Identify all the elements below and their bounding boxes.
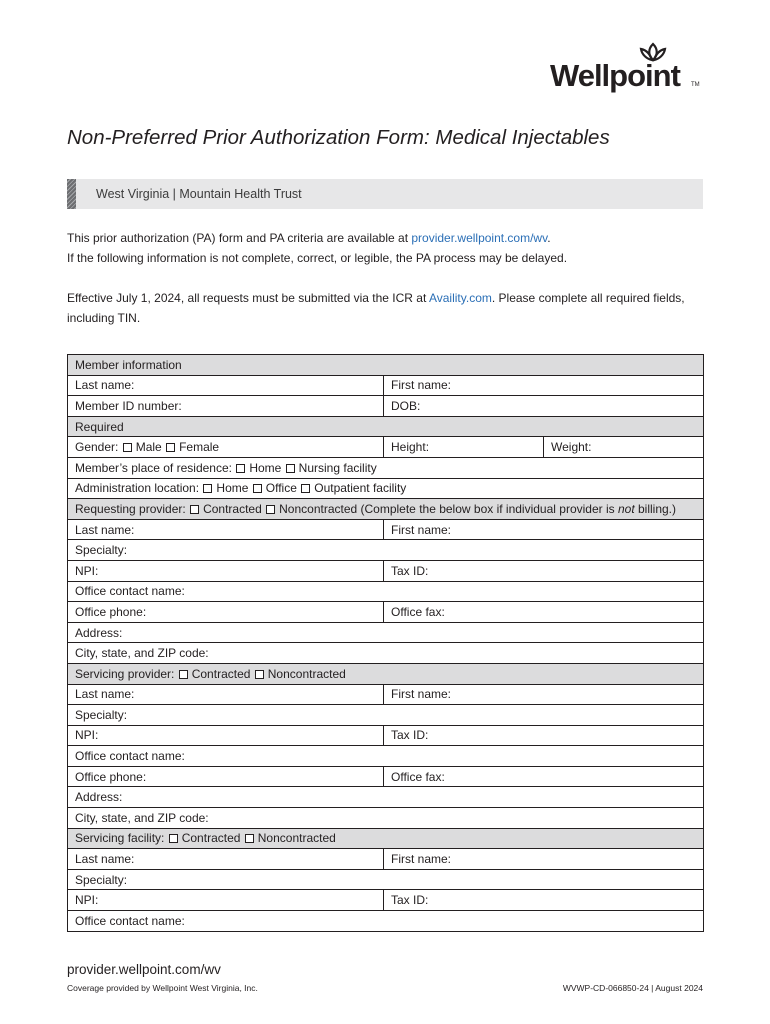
admin-office-checkbox[interactable] bbox=[253, 484, 262, 493]
member-first-name-field[interactable]: First name: bbox=[384, 375, 704, 396]
availity-link[interactable]: Availity.com bbox=[428, 291, 492, 305]
authorization-form-table bbox=[67, 354, 704, 932]
intro-line-1 bbox=[67, 231, 551, 245]
female-checkbox[interactable] bbox=[166, 443, 175, 452]
admin-label: Administration location: bbox=[75, 481, 200, 496]
servicing-provider-address-field[interactable]: Address: bbox=[68, 787, 704, 808]
servicing-facility-first-name-field[interactable]: First name: bbox=[384, 849, 704, 870]
contracted-label: Contracted bbox=[191, 666, 251, 681]
provider-link[interactable]: provider.wellpoint.com/wv bbox=[411, 231, 548, 245]
section-required: Required bbox=[68, 416, 704, 437]
requesting-note: (Complete the below box if individual provider is bbox=[357, 501, 618, 516]
servicing-provider-office-fax-field[interactable]: Office fax: bbox=[384, 766, 704, 787]
servicing-provider-office-phone-field[interactable]: Office phone: bbox=[68, 766, 384, 787]
footer-coverage: Coverage provided by Wellpoint West Virginia, Inc. bbox=[67, 983, 258, 993]
state-banner bbox=[67, 179, 703, 209]
requesting-first-name-field[interactable]: First name: bbox=[384, 519, 704, 540]
servicing-provider-contracted-checkbox[interactable] bbox=[179, 670, 188, 679]
servicing-provider-tax-id-field[interactable]: Tax ID: bbox=[384, 725, 704, 746]
trademark: TM bbox=[691, 82, 700, 88]
section-servicing-provider bbox=[68, 663, 704, 684]
member-last-name-field[interactable]: Last name: bbox=[68, 375, 384, 396]
intro-line-4: including TIN. bbox=[67, 311, 141, 325]
requesting-office-fax-field[interactable]: Office fax: bbox=[384, 602, 704, 623]
gender-field bbox=[68, 437, 384, 458]
intro-line-3 bbox=[67, 291, 685, 305]
banner-text: West Virginia | Mountain Health Trust bbox=[96, 187, 302, 201]
section-requesting-provider bbox=[68, 499, 704, 520]
servicing-facility-noncontracted-checkbox[interactable] bbox=[245, 834, 254, 843]
servicing-provider-first-name-field[interactable]: First name: bbox=[384, 684, 704, 705]
member-id-field[interactable]: Member ID number: bbox=[68, 396, 384, 417]
banner-accent-bar bbox=[67, 179, 76, 209]
noncontracted-label: Noncontracted bbox=[279, 501, 358, 516]
admin-outpatient-label: Outpatient facility bbox=[314, 481, 407, 496]
servicing-provider-city-state-zip-field[interactable]: City, state, and ZIP code: bbox=[68, 808, 704, 829]
requesting-tax-id-field[interactable]: Tax ID: bbox=[384, 560, 704, 581]
noncontracted-label: Noncontracted bbox=[257, 831, 336, 846]
intro-text: . Please complete all required fields, bbox=[491, 291, 685, 305]
administration-location-field bbox=[68, 478, 704, 499]
servicing-provider-last-name-field[interactable]: Last name: bbox=[68, 684, 384, 705]
requesting-office-phone-field[interactable]: Office phone: bbox=[68, 602, 384, 623]
servicing-facility-tax-id-field[interactable]: Tax ID: bbox=[384, 890, 704, 911]
residence-home-checkbox[interactable] bbox=[236, 464, 245, 473]
wellpoint-logo bbox=[550, 42, 700, 94]
servicing-facility-last-name-field[interactable]: Last name: bbox=[68, 849, 384, 870]
form-title: Non-Preferred Prior Authorization Form: Medical Injectables bbox=[67, 126, 610, 149]
requesting-last-name-field[interactable]: Last name: bbox=[68, 519, 384, 540]
height-field[interactable]: Height: bbox=[384, 437, 544, 458]
admin-office-label: Office bbox=[265, 481, 297, 496]
requesting-label: Requesting provider: bbox=[75, 501, 186, 516]
admin-home-checkbox[interactable] bbox=[203, 484, 212, 493]
intro-line-2: If the following information is not complete, correct, or legible, the PA process may be delayed. bbox=[67, 251, 568, 265]
intro-punct: . bbox=[547, 231, 551, 245]
requesting-contracted-checkbox[interactable] bbox=[190, 505, 199, 514]
residence-home-label: Home bbox=[249, 460, 282, 475]
requesting-note-end: billing.) bbox=[634, 501, 677, 516]
footer-url[interactable]: provider.wellpoint.com/wv bbox=[67, 962, 221, 977]
male-checkbox[interactable] bbox=[123, 443, 132, 452]
gender-label: Gender: bbox=[75, 440, 119, 455]
brand-name: Wellpoint bbox=[550, 58, 680, 93]
residence-label: Member’s place of residence: bbox=[75, 460, 232, 475]
servicing-facility-specialty-field[interactable]: Specialty: bbox=[68, 869, 704, 890]
residence-nursing-label: Nursing facility bbox=[298, 460, 377, 475]
requesting-specialty-field[interactable]: Specialty: bbox=[68, 540, 704, 561]
intro-text: This prior authorization (PA) form and PA criteria are available at bbox=[67, 231, 412, 245]
servicing-facility-office-contact-field[interactable]: Office contact name: bbox=[68, 911, 704, 932]
servicing-provider-npi-field[interactable]: NPI: bbox=[68, 725, 384, 746]
residence-field bbox=[68, 457, 704, 478]
footer-document-code: WVWP-CD-066850-24 | August 2024 bbox=[562, 983, 703, 993]
requesting-noncontracted-checkbox[interactable] bbox=[266, 505, 275, 514]
admin-outpatient-checkbox[interactable] bbox=[301, 484, 310, 493]
servicing-provider-specialty-field[interactable]: Specialty: bbox=[68, 705, 704, 726]
servicing-facility-contracted-checkbox[interactable] bbox=[169, 834, 178, 843]
section-servicing-facility bbox=[68, 828, 704, 849]
residence-nursing-checkbox[interactable] bbox=[286, 464, 295, 473]
servicing-facility-npi-field[interactable]: NPI: bbox=[68, 890, 384, 911]
male-label: Male bbox=[135, 440, 162, 455]
intro-text: Effective July 1, 2024, all requests must be submitted via the ICR at bbox=[67, 291, 429, 305]
contracted-label: Contracted bbox=[203, 501, 262, 516]
dob-field[interactable]: DOB: bbox=[384, 396, 704, 417]
requesting-note-emphasis: not bbox=[617, 501, 635, 516]
admin-home-label: Home bbox=[216, 481, 249, 496]
servicing-provider-noncontracted-checkbox[interactable] bbox=[255, 670, 264, 679]
weight-field[interactable]: Weight: bbox=[544, 437, 704, 458]
requesting-office-contact-field[interactable]: Office contact name: bbox=[68, 581, 704, 602]
female-label: Female bbox=[179, 440, 220, 455]
servicing-facility-label: Servicing facility: bbox=[75, 831, 165, 846]
requesting-address-field[interactable]: Address: bbox=[68, 622, 704, 643]
servicing-provider-label: Servicing provider: bbox=[75, 666, 175, 681]
contracted-label: Contracted bbox=[181, 831, 241, 846]
requesting-city-state-zip-field[interactable]: City, state, and ZIP code: bbox=[68, 643, 704, 664]
servicing-provider-office-contact-field[interactable]: Office contact name: bbox=[68, 746, 704, 767]
noncontracted-label: Noncontracted bbox=[267, 666, 346, 681]
requesting-npi-field[interactable]: NPI: bbox=[68, 560, 384, 581]
section-member-information: Member information bbox=[68, 355, 704, 376]
